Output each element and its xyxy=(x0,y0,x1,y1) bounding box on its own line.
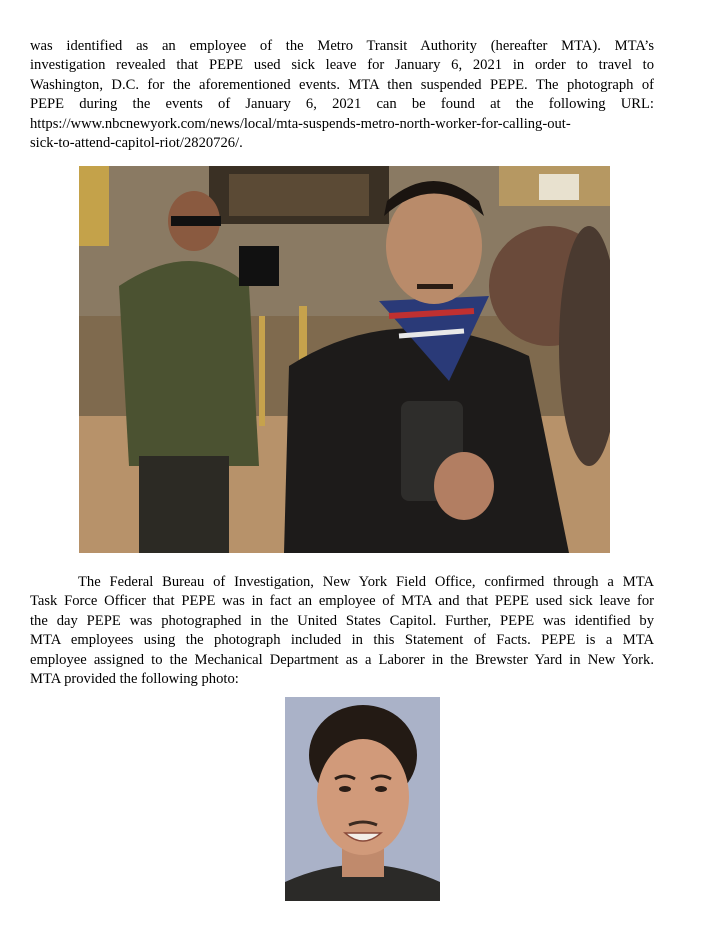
capitol-selfie-photo xyxy=(79,166,610,553)
url-line: https://www.nbcnewyork.com/news/local/mta-suspends-metro-north-worker-for-calling-out- xyxy=(30,115,571,132)
text-line: Washington, D.C. for the aforementioned events. MTA then suspended PEPE. The photograph of xyxy=(30,76,654,93)
text-line: MTA employees using the photograph included in this Statement of Facts. PEPE is a MTA xyxy=(30,632,654,649)
text-line: investigation revealed that PEPE used sick leave for January 6, 2021 in order to travel to xyxy=(30,57,654,74)
text-line: The Federal Bureau of Investigation, New York Field Office, confirmed through a MTA xyxy=(78,574,654,590)
mta-id-photo xyxy=(285,697,440,901)
text-line: PEPE during the events of January 6, 2021 can be found at the following URL: xyxy=(30,96,654,113)
text-line: MTA provided the following photo: xyxy=(30,671,239,688)
text-line: the day PEPE was photographed in the United States Capitol. Further, PEPE was identified by xyxy=(30,612,654,629)
url-line: sick-to-attend-capitol-riot/2820726/. xyxy=(30,135,243,152)
paragraph-fbi-confirmation xyxy=(30,573,654,689)
paragraph-mta-investigation xyxy=(30,37,654,153)
id-photo-illustration xyxy=(285,697,440,901)
text-line: was identified as an employee of the Metro Transit Authority (hereafter MTA). MTA’s xyxy=(30,38,654,54)
capitol-photo-illustration xyxy=(79,166,610,553)
text-line: employee assigned to the Mechanical Department as a Laborer in the Brewster Yard in New York. xyxy=(30,651,654,668)
text-line: Task Force Officer that PEPE was in fact an employee of MTA and that PEPE used sick leave for xyxy=(30,593,654,610)
